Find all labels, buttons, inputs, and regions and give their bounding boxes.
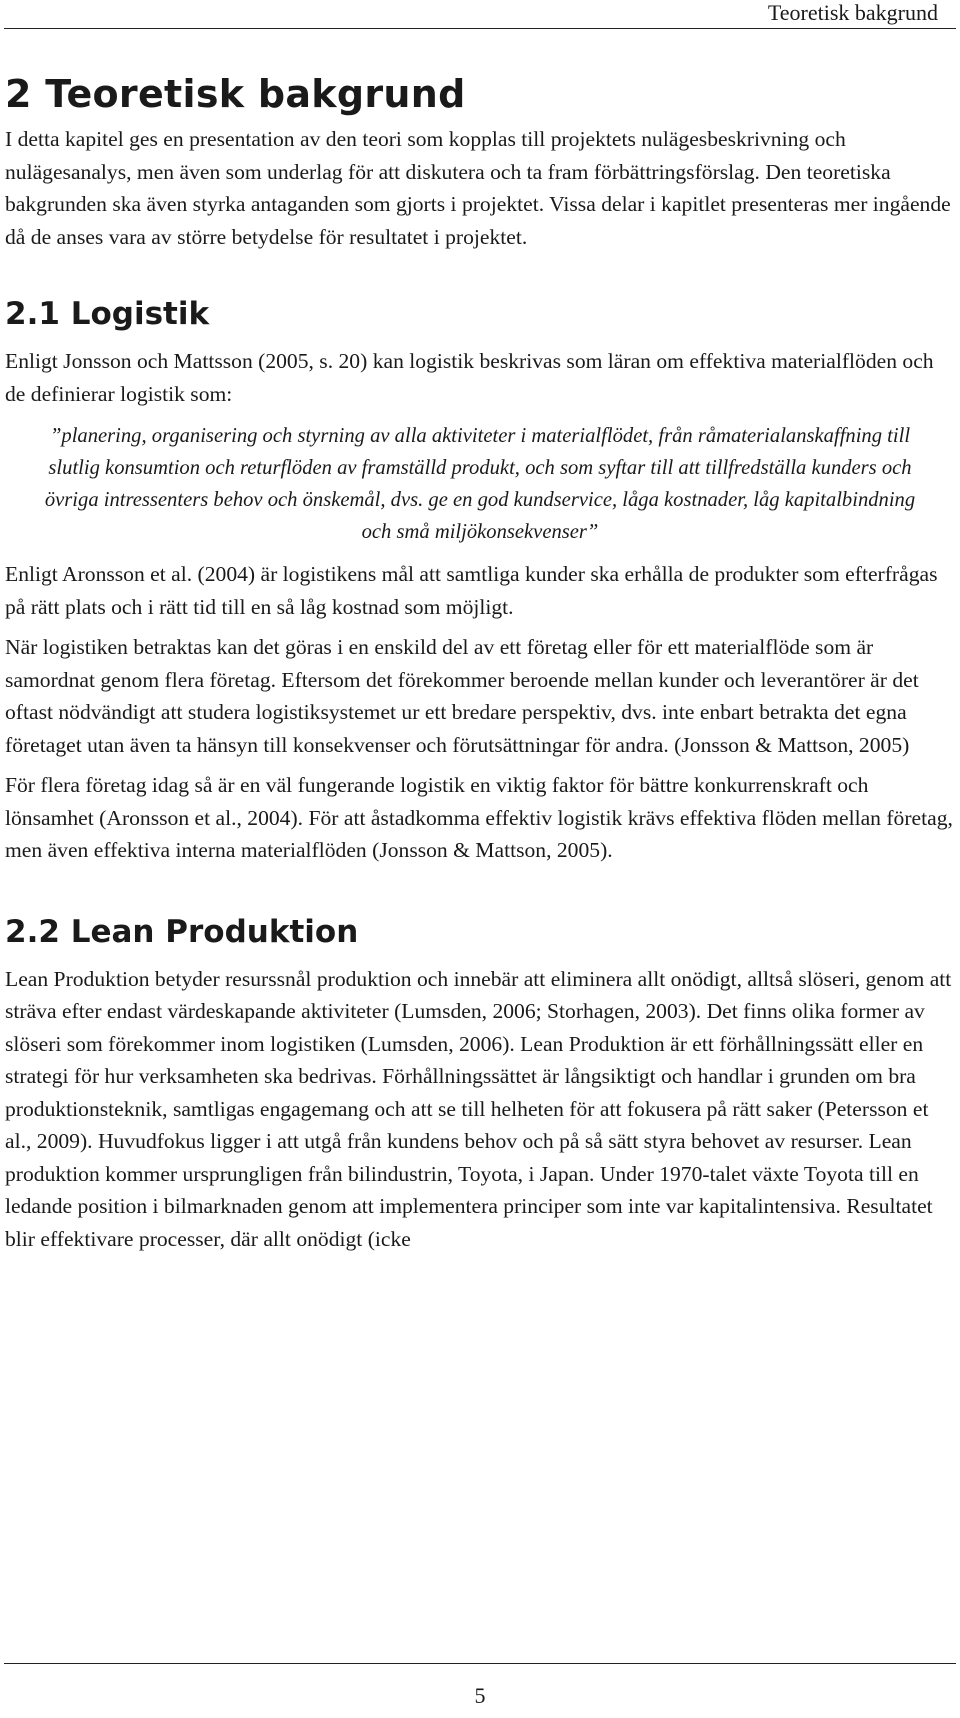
page-number: 5 bbox=[474, 1683, 486, 1708]
chapter-title: 2 Teoretisk bakgrund bbox=[5, 72, 466, 116]
section-heading-logistik: 2.1 Logistik bbox=[5, 296, 210, 332]
logistik-paragraph-3: När logistiken betraktas kan det göras i en enskild del av ett företag eller för ett materialflöde som är samordnat genom flera företag. Eftersom det förekommer beroende mellan kunder och leverantörer är det oftast nödvändigt att studera logistiksystemet ur ett bredare perspektiv, dvs. inte enbart betrakta det egna företaget utan även ta hänsyn till konsekvenser och förutsättningar för andra. (Jonsson & Mattson, 2005) bbox=[5, 635, 919, 757]
chapter-intro-paragraph: I detta kapitel ges en presentation av den teori som kopplas till projektets nulägesbeskrivning och nulägesanalys, men även som underlag för att diskutera och ta fram förbättringsförslag. Den teoretiska bakgrunden ska även styrka antaganden som gjorts i projektet. Vissa delar i kapitlet presenteras mer ingående då de anses vara av större betydelse för resultatet i projektet. bbox=[5, 127, 951, 249]
running-header: Teoretisk bakgrund bbox=[767, 0, 938, 25]
footer-rule bbox=[4, 1663, 956, 1664]
header-rule bbox=[4, 28, 956, 29]
logistik-paragraph-4: För flera företag idag så är en väl fungerande logistik en viktig faktor för bättre konkurrenskraft och lönsamhet (Aronsson et al., 2004). För att åstadkomma effektiv logistik krävs effektiva flöden mellan företag, men även effektiva interna materialflöden (Jonsson & Mattson, 2005). bbox=[5, 773, 953, 862]
logistik-paragraph-2: Enligt Aronsson et al. (2004) är logistikens mål att samtliga kunder ska erhålla de produkter som efterfrågas på rätt plats och i rätt tid till en så låg kostnad som möjligt. bbox=[5, 562, 938, 619]
section-heading-lean-produktion: 2.2 Lean Produktion bbox=[5, 913, 359, 950]
logistik-definition-quote: ”planering, organisering och styrning av alla aktiviteter i materialflödet, från råmaterialanskaffning till slutlig konsumtion och returflöden av framställd produkt, och som syftar till att tillfredställa kunders och övriga intressenters behov och önskemål, dvs. ge en god kundservice, låga kostnader, låg kapitalbindning och små miljökonsekvenser” bbox=[44, 425, 916, 543]
page-content bbox=[5, 72, 955, 1255]
logistik-paragraph-1: Enligt Jonsson och Mattsson (2005, s. 20) kan logistik beskrivas som läran om effektiva materialflöden och de definierar logistik som: bbox=[5, 349, 934, 406]
lean-paragraph-1: Lean Produktion betyder resurssnål produktion och innebär att eliminera allt onödigt, alltså slöseri, genom att sträva efter endast värdeskapande aktiviteter (Lumsden, 2006; Storhagen, 2003). Det finns olika former av slöseri som förekommer inom logistiken (Lumsden, 2006). Lean Produktion är ett förhållningssätt eller en strategi för hur verksamheten ska bedrivas. Förhållningssättet är långsiktigt och handlar i grunden om bra produktionsteknik, samtligas engagemang och att se till helheten för att fokusera på rätt saker (Petersson et al., 2009). Huvudfokus ligger i att utgå från kundens behov och på så sätt styra behovet av resurser. Lean produktion kommer ursprungligen från bilindustrin, Toyota, i Japan. Under 1970-talet växte Toyota till en ledande position i bilmarknaden genom att implementera principer som inte var kapitalintensiva. Resultatet blir effektivare processer, där allt onödigt (icke bbox=[5, 966, 952, 1251]
